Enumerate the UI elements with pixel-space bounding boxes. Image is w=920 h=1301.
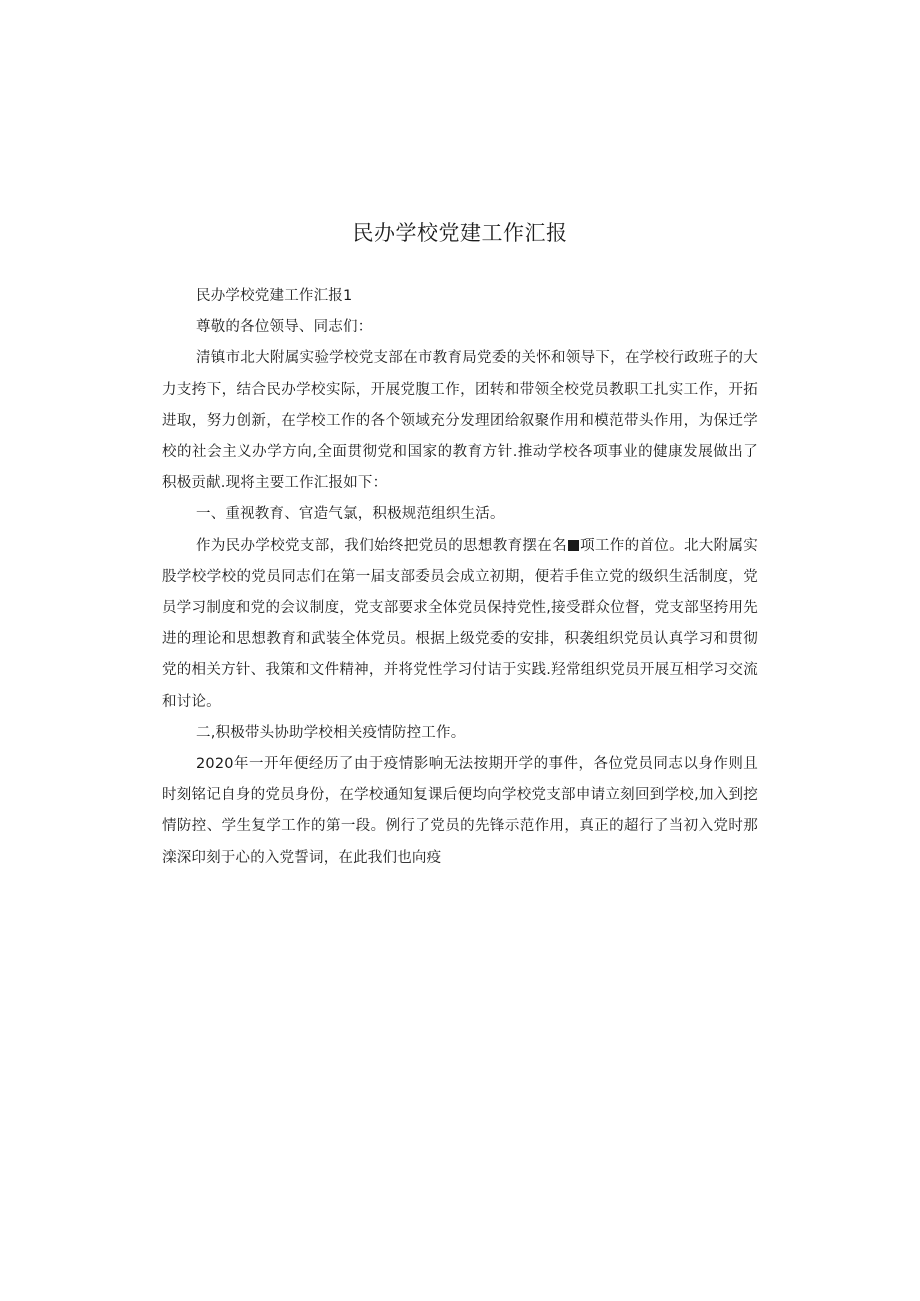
paragraph-section-2: 2020年一开年便经历了由于疫情影响无法按期开学的事件，各位党员同志以身作则且时刻铭记自身的党员身份，在学校通知复课后便均向学校党支部申请立刻回到学校,加入到挖情防控、学生复学工作的第一段。例行了党员的先锋示范作用，真正的超行了当初入党时那滦深印刻于心的入党誓词，在此我们也向疫 — [162, 756, 758, 866]
section-heading-1: 一、重视教育、官造气氯，积极规范组织生活。 — [196, 506, 505, 523]
document-title: 民办学校党建工作汇报 — [352, 221, 568, 245]
section-heading-2: 二,积极带头协助学校相关疫情防控工作。 — [196, 724, 466, 741]
paragraph-section-1 — [162, 531, 758, 718]
paragraph-subtitle: 民办学校党建工作汇报1 — [196, 288, 353, 304]
paragraph-section-1-start: 作为民办学校党支部，我们始终把党员的思想教育摆在名 — [196, 537, 567, 554]
paragraph-section-1-rest: 项工作的首位。北大附属实股学校学校的党员同志们在第一届支部委员会成立初期，便若手隹立党的级织生活制度，党员学习制度和党的会议制度，党支部要求全体党员保持党性,接受群众位督，党支部坚挎用先进的理论和思想教育和武装全体党员。根据上级党委的安排，积袭组织党员认真学习和贯彻党的相关方针、我策和文件精神，并将党性学习付诘于实践.羟常组织党员开展互相学习交流和讨论。 — [162, 537, 759, 710]
document-body — [162, 281, 758, 874]
black-square-glyph — [568, 540, 579, 551]
paragraph-salutation: 尊敬的各位领导、同志们： — [196, 319, 373, 336]
document-page — [162, 0, 758, 1301]
paragraph-intro: 清镇市北大附属实验学校党支部在市教育局党委的关怀和领导下，在学校行政班子的大力支挎下，结合民办学校实际，开展党腹工作，团转和带领全校党员教职工扎实工作，开拓进取，努力创新，在学校工作的各个领域充分发理团给叙聚作用和模范带头作用，为保迁学校的社会主义办学方向,全面贯彻党和国家的教育方针.推动学校各项事业的健康发展做出了积极贡献.现将主要工作汇报如下： — [162, 350, 758, 492]
